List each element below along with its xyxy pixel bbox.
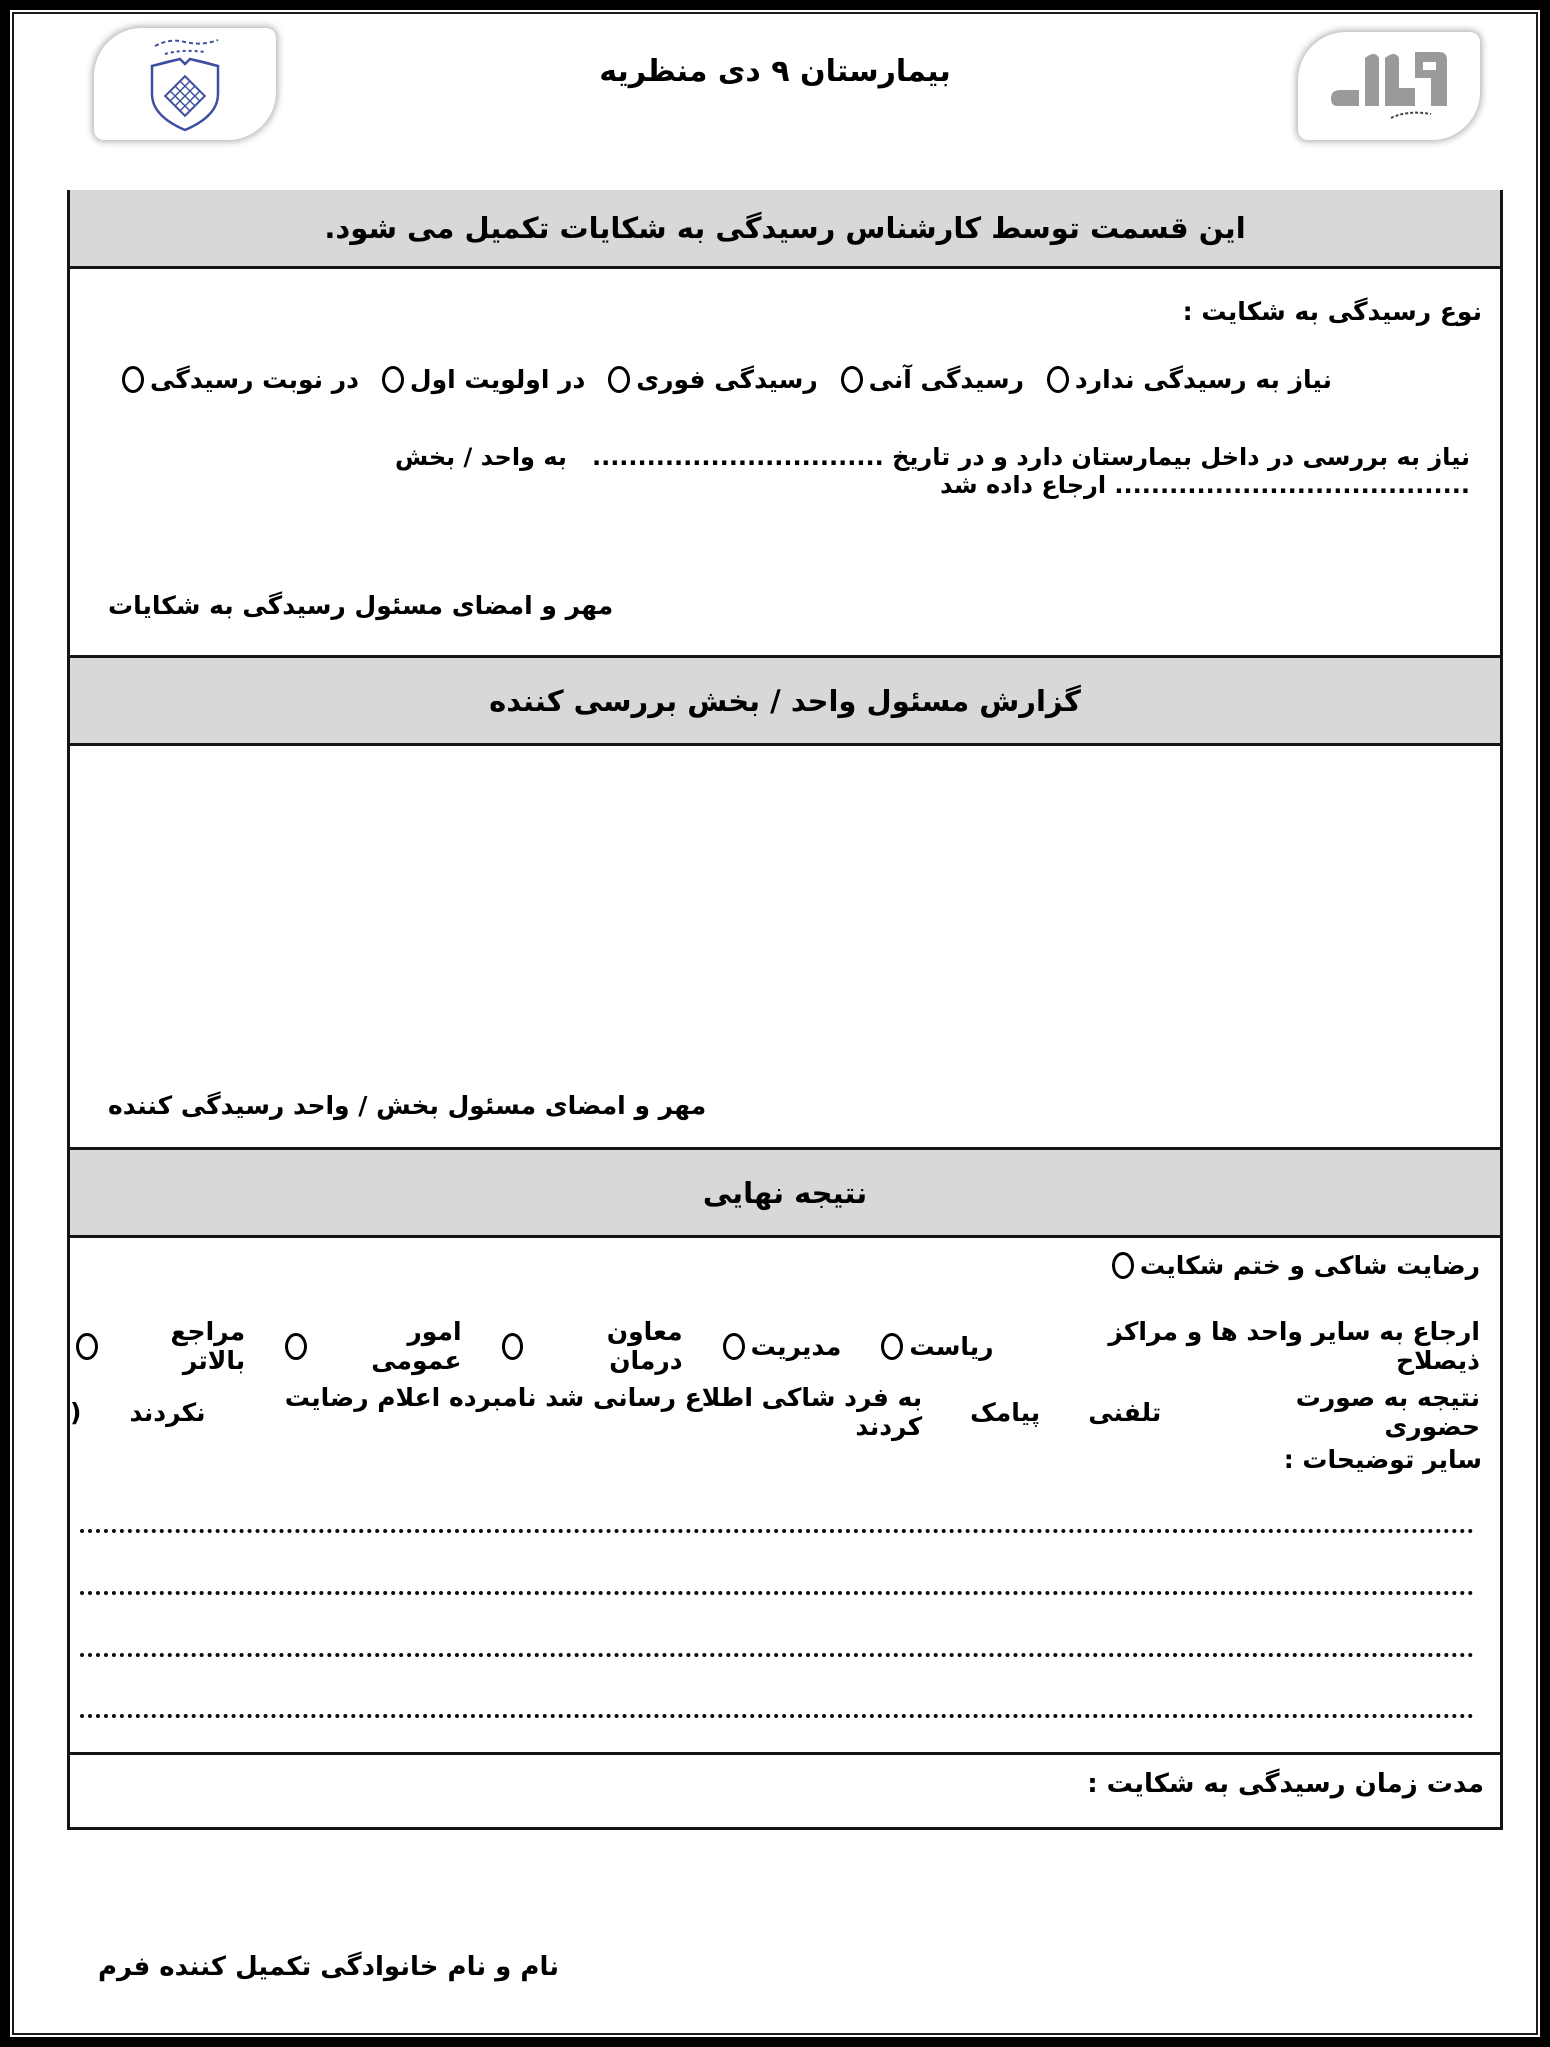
option-instant (835, 365, 1024, 394)
option-urgent-radio[interactable] (608, 366, 630, 393)
option-instant-label: رسیدگی آنی (868, 365, 1025, 394)
referral-higher-authorities-radio[interactable] (76, 1333, 98, 1360)
option-no-need-label: نیاز به رسیدگی ندارد (1074, 365, 1332, 394)
referral-treatment-deputy-label: معاون درمان (606, 1317, 683, 1375)
notify-informed-text: به فرد شاکی اطلاع رسانی شد نامبرده اعلام رضایت کردند (284, 1383, 923, 1441)
unit-head-signature-label: مهر و امضای مسئول بخش / واحد رسیدگی کننده (108, 1091, 707, 1120)
notify-mode-sms[interactable]: پیامک (970, 1397, 1041, 1427)
notes-dotted-line-4[interactable] (80, 1714, 1474, 1718)
referral-general-affairs (279, 1317, 461, 1375)
referral-general-affairs-label: امور عمومی (371, 1317, 462, 1375)
final-result-title: نتیجه نهایی (702, 1175, 868, 1210)
option-first-priority (376, 365, 585, 394)
referral-management-radio[interactable] (723, 1333, 745, 1360)
option-no-need-radio[interactable] (1047, 366, 1069, 393)
satisfaction-option-radio[interactable] (1112, 1252, 1134, 1279)
option-in-queue-label: در نوبت رسیدگی (150, 365, 359, 394)
referral-treatment-deputy-radio[interactable] (502, 1333, 524, 1360)
referral-general-affairs-radio[interactable] (285, 1333, 307, 1360)
option-in-queue (116, 365, 359, 394)
complaints-officer-signature-label: مهر و امضای مسئول رسیدگی به شکایات (108, 591, 614, 620)
option-first-priority-radio[interactable] (382, 366, 404, 393)
notes-dotted-line-3[interactable] (80, 1653, 1474, 1657)
referral-presidency-radio[interactable] (881, 1333, 903, 1360)
referral-presidency (875, 1332, 993, 1361)
referral-management-label: مدیریت (750, 1331, 842, 1361)
section2-header (70, 655, 1500, 746)
handling-type-options (70, 365, 1500, 394)
notify-not-satisfied[interactable]: نکردند (129, 1397, 206, 1427)
option-instant-radio[interactable] (841, 366, 863, 393)
handling-type-label: نوع رسیدگی به شکایت : (1182, 297, 1482, 326)
option-urgent-label: رسیدگی فوری (636, 365, 818, 394)
final-result-header (70, 1147, 1500, 1238)
external-referral-options (70, 1317, 1500, 1375)
section1-header (70, 190, 1500, 269)
handling-duration-label: مدت زمان رسیدگی به شکایت : (1087, 1769, 1484, 1799)
referral-higher-authorities-label: مراجع بالاتر (170, 1317, 246, 1375)
option-no-need (1041, 365, 1332, 394)
result-notification-line (70, 1383, 1500, 1441)
section2-title: گزارش مسئول واحد / بخش بررسی کننده (489, 683, 1081, 718)
other-notes-label: سایر توضیحات : (1283, 1445, 1482, 1474)
referral-higher-authorities (70, 1317, 245, 1375)
complaint-form-table (67, 190, 1503, 1830)
section1-title: این قسمت توسط کارشناس رسیدگی به شکایات تکمیل می شود. (324, 211, 1246, 245)
option-urgent (602, 365, 818, 394)
form-filler-name-label: نام و نام خانوادگی تکمیل کننده فرم (98, 1952, 559, 1982)
notify-close-paren: ) (70, 1397, 82, 1427)
satisfaction-option (70, 1251, 1500, 1280)
hospital-9dey-logo (1298, 32, 1480, 140)
referral-management (717, 1332, 842, 1361)
notify-mode-prefix: نتیجه به صورت حضوری (1295, 1383, 1480, 1441)
hospital-9dey-icon (1319, 38, 1459, 134)
university-emblem-logo (94, 28, 276, 140)
page-title: بیمارستان ۹ دی منظریه (599, 54, 951, 89)
referral-presidency-label: ریاست (909, 1331, 994, 1361)
internal-review-referral-line[interactable]: نیاز به بررسی در داخل بیمارستان دارد و در تاریخ ................................ به واحد / بخش ....................................... ارجاع داده شد (386, 443, 1470, 499)
university-emblem-icon (110, 32, 260, 136)
external-referral-prefix: ارجاع به سایر واحد ها و مراکز ذیصلاح (1108, 1317, 1480, 1375)
referral-treatment-deputy (496, 1317, 683, 1375)
option-first-priority-label: در اولویت اول (409, 365, 586, 394)
notes-dotted-line-1[interactable] (80, 1529, 1474, 1533)
handling-duration-row (70, 1752, 1500, 1827)
satisfaction-option-label: رضایت شاکی و ختم شکایت (1139, 1251, 1480, 1280)
option-in-queue-radio[interactable] (122, 366, 144, 393)
notes-dotted-line-2[interactable] (80, 1591, 1474, 1595)
notify-mode-phone[interactable]: تلفنی (1088, 1397, 1162, 1427)
